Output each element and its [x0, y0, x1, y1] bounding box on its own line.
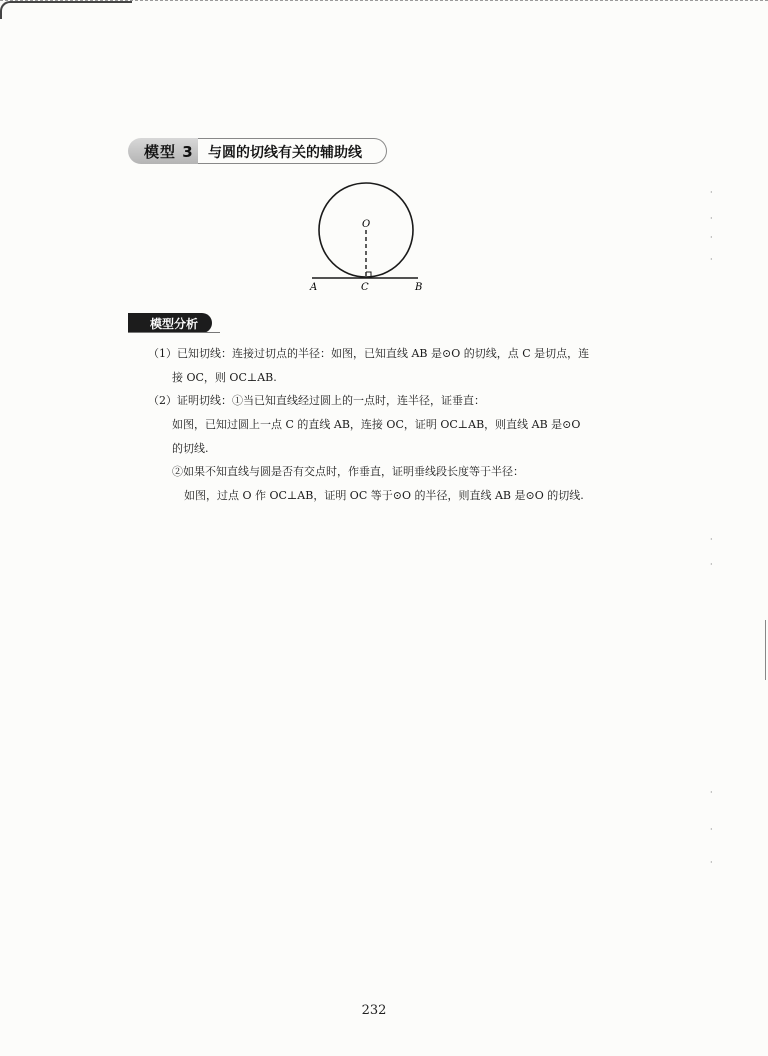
scan-speck: · [710, 560, 713, 569]
section-title-box [198, 138, 387, 164]
label-c: C [361, 282, 369, 293]
analysis-line-7: 如图，过点 O 作 OC⊥AB，证明 OC 等于⊙O 的半径，则直线 AB 是⊙O 的切线. [184, 489, 584, 502]
scan-speck: · [710, 535, 713, 544]
analysis-line-3: （2）证明切线：①当已知直线经过圆上的一点时，连半径，证垂直： [148, 394, 485, 407]
scan-speck: · [710, 233, 713, 242]
section-header [128, 138, 390, 164]
analysis-header-label: 模型分析 [150, 317, 199, 331]
scan-speck: · [710, 788, 713, 797]
analysis-line-1: （1）已知切线：连接过切点的半径：如图，已知直线 AB 是⊙O 的切线，点 C 是切点，连 [148, 347, 590, 360]
scan-speck: · [710, 858, 713, 867]
label-o: O [362, 219, 371, 230]
section-title: 与圆的切线有关的辅助线 [208, 145, 362, 161]
scan-speck: · [710, 214, 713, 223]
scan-edge-mark [765, 620, 766, 680]
analysis-header [128, 313, 212, 333]
analysis-line-6: ②如果不知直线与圆是否有交点时，作垂直，证明垂线段长度等于半径： [172, 465, 524, 478]
analysis-header-rule [128, 332, 220, 333]
page-number: 232 [361, 1003, 387, 1018]
analysis-line-4: 如图，已知过圆上一点 C 的直线 AB，连接 OC，证明 OC⊥AB，则直线 AB 是⊙O [172, 418, 581, 431]
section-tag [128, 138, 198, 164]
page-top-border [0, 0, 768, 21]
label-b: B [415, 282, 423, 293]
tangent-diagram [300, 178, 440, 298]
analysis-line-2: 接 OC，则 OC⊥AB. [172, 371, 277, 384]
page-corner-mark [0, 1, 132, 19]
scan-speck: · [710, 825, 713, 834]
scan-speck: · [710, 188, 713, 197]
label-a: A [310, 282, 318, 293]
tangent-figure [300, 178, 440, 298]
analysis-line-5: 的切线. [172, 442, 209, 455]
scan-speck: · [710, 255, 713, 264]
section-tag-label: 模型 3 [144, 143, 194, 161]
